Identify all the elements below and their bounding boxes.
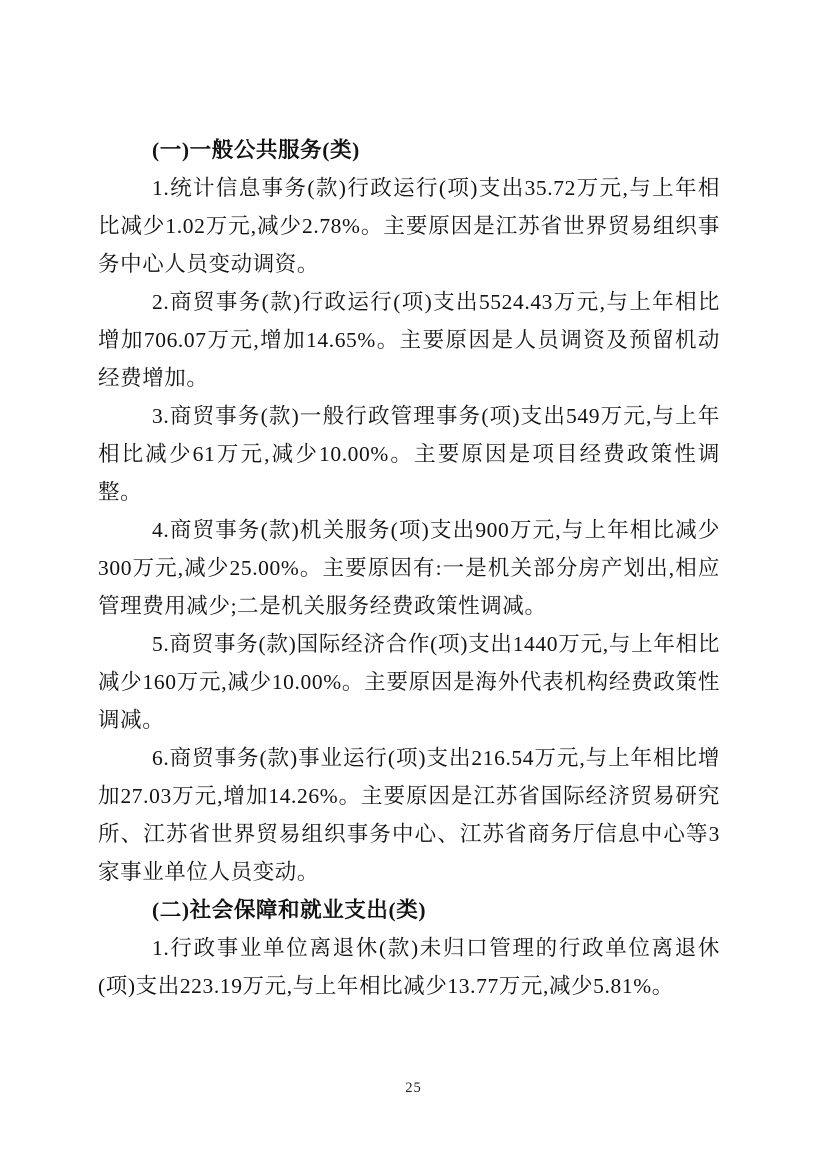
body-paragraph-6: 6.商贸事务(款)事业运行(项)支出216.54万元,与上年相比增加27.03万元,增加14.26%。主要原因是江苏省国际经济贸易研究所、江苏省世界贸易组织事务中心、江苏省商务厅信息中心等3家事业单位人员变动。 [98,746,720,884]
page-number: 25 [405,1080,422,1096]
section-heading-general-public-services: (一)一般公共服务(类) [152,138,360,162]
body-paragraph-1: 1.统计信息事务(款)行政运行(项)支出35.72万元,与上年相比减少1.02万元,减少2.78%。主要原因是江苏省世界贸易组织事务中心人员变动调资。 [98,176,720,276]
body-paragraph-3: 3.商贸事务(款)一般行政管理事务(项)支出549万元,与上年相比减少61万元,减少10.00%。主要原因是项目经费政策性调整。 [98,404,720,504]
body-paragraph-5: 5.商贸事务(款)国际经济合作(项)支出1440万元,与上年相比减少160万元,减少10.00%。主要原因是海外代表机构经费政策性调减。 [98,632,720,732]
section-heading-social-security-employment: (二)社会保障和就业支出(类) [152,898,427,922]
body-paragraph-2: 2.商贸事务(款)行政运行(项)支出5524.43万元,与上年相比增加706.07万元,增加14.65%。主要原因是人员调资及预留机动经费增加。 [98,290,720,390]
document-body [98,131,720,1005]
body-paragraph-7: 1.行政事业单位离退休(款)未归口管理的行政单位离退休(项)支出223.19万元,与上年相比减少13.77万元,减少5.81%。 [98,936,720,998]
body-paragraph-4: 4.商贸事务(款)机关服务(项)支出900万元,与上年相比减少300万元,减少25.00%。主要原因有:一是机关部分房产划出,相应管理费用减少;二是机关服务经费政策性调减。 [98,518,720,618]
